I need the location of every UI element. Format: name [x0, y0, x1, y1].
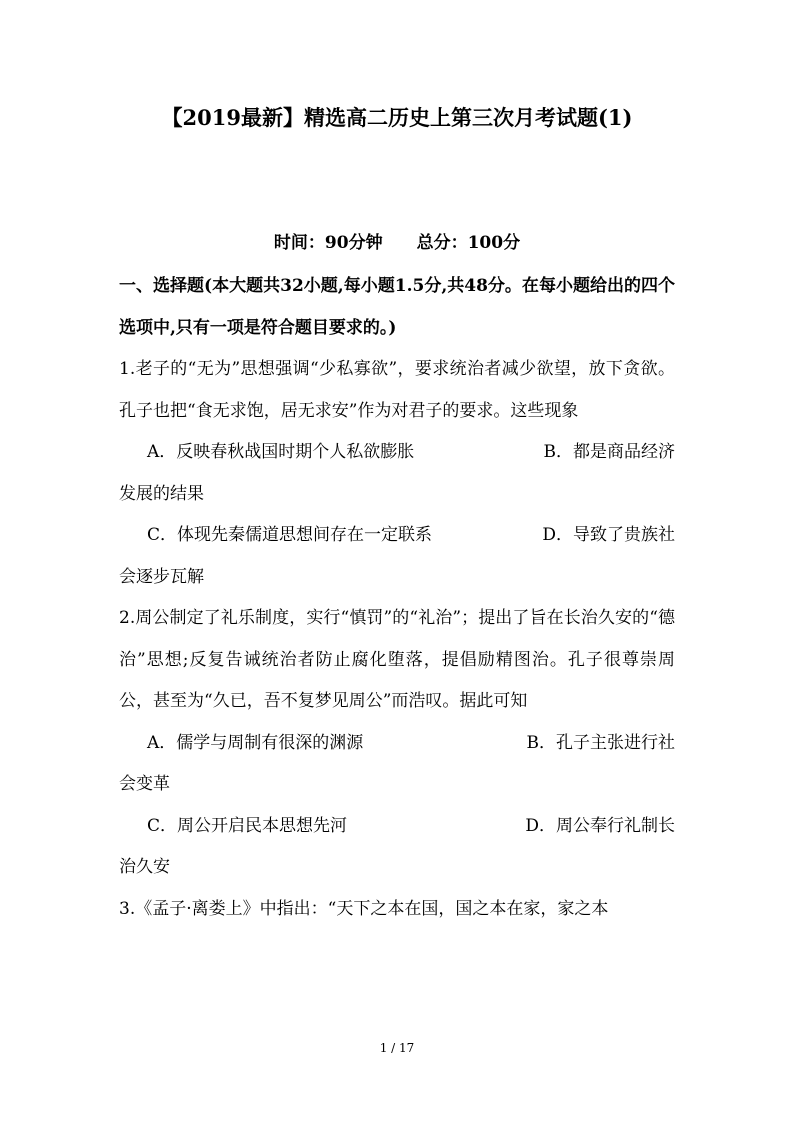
question-stem: 2.周公制定了礼乐制度，实行“慎罚”的“礼治”；提出了旨在长治久安的“德治”思想;反复告诫统治者防止腐化堕落，提倡励精图治。孔子很尊崇周公，甚至为“久已，吾不复梦见周公”而浩叹。据此可知	[119, 608, 675, 711]
option-d-continuation: 治久安	[119, 857, 170, 877]
option-b: B．都是商品经济	[543, 442, 675, 462]
option-row	[119, 806, 675, 848]
section-heading: 一、选择题(本大题共32小题,每小题1.5分,共48分。在每小题给出的四个选项中,只有一项是符合题目要求的。)	[119, 276, 675, 338]
option-row	[119, 432, 675, 474]
question-stem: 3.《孟子·离娄上》中指出：“天下之本在国，国之本在家，家之本	[119, 898, 609, 919]
question-1	[119, 349, 675, 598]
option-a: A．儒学与周制有很深的渊源	[147, 732, 364, 753]
option-c: C．周公开启民本思想先河	[147, 815, 348, 836]
option-row	[119, 723, 675, 765]
option-c: C．体现先秦儒道思想间存在一定联系	[147, 525, 433, 545]
option-d-continuation: 会逐步瓦解	[119, 566, 204, 587]
option-b-continuation: 会变革	[119, 774, 170, 794]
option-d: D．周公奉行礼制长	[525, 815, 675, 836]
question-3	[119, 889, 675, 931]
option-a: A．反映春秋战国时期个人私欲膨胀	[147, 442, 415, 462]
question-stem: 1.老子的“无为”思想强调“少私寡欲”，要求统治者减少欲望，放下贪欲。孔子也把“食无求饱，居无求安”作为对君子的要求。这些现象	[119, 359, 675, 421]
page-title: 【2019最新】精选高二历史上第三次月考试题(1)	[161, 105, 633, 130]
option-row	[119, 515, 675, 557]
option-d: D．导致了贵族社	[542, 525, 675, 545]
exam-info: 时间：90分钟 总分：100分	[273, 233, 521, 253]
question-2	[119, 598, 675, 889]
option-b: B．孔子主张进行社	[526, 732, 675, 753]
option-b-continuation: 发展的结果	[119, 483, 204, 504]
page-number: 1 / 17	[379, 1041, 415, 1055]
document-body	[119, 266, 675, 930]
